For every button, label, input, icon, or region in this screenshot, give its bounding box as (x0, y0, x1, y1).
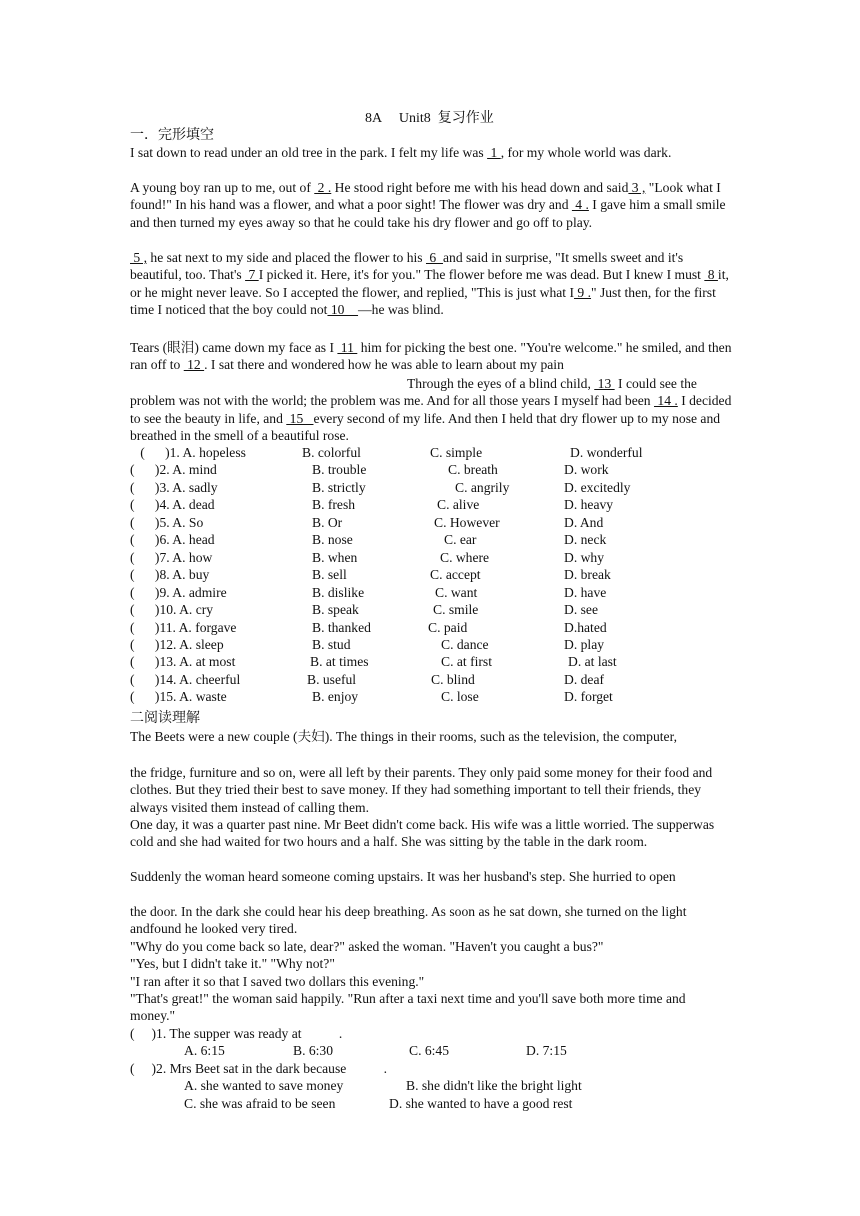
option-b: B. stud (312, 636, 351, 652)
option-b: B. fresh (312, 497, 356, 513)
question-answer: ( )6. A. head (130, 532, 215, 548)
option-c: C. ear (444, 532, 477, 548)
cloze-option-row (130, 672, 732, 689)
cloze-paragraph-4-cont (130, 375, 732, 445)
question-answer: ( )12. A. sleep (130, 636, 224, 652)
reading-question-1-options (130, 1043, 732, 1061)
text: I picked it. Here, it's for you." The flower before me was dead. But I knew I must (258, 267, 705, 283)
option-b: B. colorful (302, 445, 361, 460)
question-answer: ( )14. A. cheerful (130, 671, 241, 687)
cloze-option-row (130, 567, 732, 584)
option-c: C. alive (437, 497, 480, 513)
question-stem: ( )2. Mrs Beet sat in the dark because . (130, 1061, 388, 1076)
option-c: C. breath (448, 462, 498, 478)
reading-paragraph-7: "Yes, but I didn't take it." "Why not?" (130, 956, 335, 971)
blank-12: 12 (183, 357, 205, 373)
option-b: B. nose (312, 532, 353, 548)
option-b: B. Or (312, 514, 343, 530)
option-c: C. dance (441, 636, 489, 652)
cloze-option-row (130, 689, 732, 706)
question-answer: ( )9. A. admire (130, 584, 227, 600)
question-answer: ( )4. A. dead (130, 497, 215, 513)
reading-line-1: The Beets were a new couple (夫妇). The things in their rooms, such as the television, the computer, (130, 729, 677, 744)
option-d: D. And (564, 514, 604, 530)
question-answer: ( )3. A. sadly (130, 479, 218, 495)
blank-11: 11 (337, 340, 358, 355)
blank-3: 3 , (628, 180, 646, 195)
option-b: B. dislike (312, 584, 365, 600)
question-answer: ( )7. A. how (130, 549, 213, 565)
option-c: C. simple (430, 445, 483, 460)
cloze-paragraph-4 (130, 339, 732, 374)
reading-paragraph-5: the door. In the dark she could hear his deep breathing. As soon as he sat down, she turned on the light andfound he looked very tired. (130, 904, 687, 937)
option-b: B. sell (312, 567, 347, 583)
cloze-option-row (130, 462, 732, 479)
blank-4: 4 . (571, 197, 589, 213)
option-d: D. deaf (564, 671, 605, 687)
cloze-option-row (130, 515, 732, 532)
question-answer: ( )10. A. cry (130, 602, 214, 618)
option-b: B. strictly (312, 479, 366, 495)
text: —he was blind. (358, 302, 444, 318)
blank-7: 7 (245, 267, 259, 283)
reading-paragraph-9: "That's great!" the woman said happily. "Run after a taxi next time and you'll save both more time and money." (130, 991, 686, 1024)
option-b: B. thanked (312, 619, 371, 635)
text: he sat next to my side and placed the flower to his (147, 250, 426, 265)
text: He stood right before me with his head down and said (331, 180, 629, 195)
reading-question-2-options-cd (130, 1096, 732, 1114)
question-answer: ( )13. A. at most (130, 654, 236, 670)
cloze-option-row (130, 497, 732, 514)
option-b: B. at times (310, 654, 369, 670)
option-d: D. excitedly (564, 479, 631, 495)
text: it, or he might never leave. So I accepted the flower, and replied, "This is just what I (130, 267, 729, 300)
option-c: C. 6:45 (409, 1043, 450, 1058)
option-c: C. she was afraid to be seen (184, 1096, 336, 1111)
question-answer: ( )1. A. hopeless (130, 445, 246, 460)
option-c: C. paid (428, 619, 468, 635)
option-d: D. why (564, 549, 605, 565)
cloze-option-row (130, 585, 732, 602)
reading-paragraph-2: the fridge, furniture and so on, were all left by their parents. They only paid some money for their food and clothes. But they tried their best to save money. If they had something important to tell their friends, they always visited them instead of calling them. (130, 765, 713, 815)
option-c: C. angrily (455, 479, 510, 495)
option-a: A. 6:15 (184, 1043, 225, 1058)
option-c: C. want (435, 584, 478, 600)
option-d: D. neck (564, 532, 607, 548)
cloze-option-row (130, 532, 732, 549)
option-d: D. play (564, 636, 605, 652)
blank-13: 13 (594, 376, 615, 391)
text: Through the eyes of a blind child, (407, 376, 595, 391)
text: " Just then, for the first time I noticed that the boy could not (130, 284, 716, 318)
text: him for picking the best one. "You're welcome." he smiled, and then ran off to (130, 340, 732, 373)
option-c: C. However (434, 514, 500, 530)
question-answer: ( )5. A. So (130, 514, 204, 530)
cloze-paragraph-1 (130, 144, 732, 161)
blank-15: 15 (286, 410, 314, 426)
option-d: D. she wanted to have a good rest (389, 1096, 573, 1111)
blank-9: 9 . (574, 284, 592, 300)
question-answer: ( )2. A. mind (130, 462, 217, 478)
option-b: B. useful (307, 671, 357, 687)
blank-1: 1 (487, 145, 501, 160)
text: I decided to see the beauty in life, and (130, 393, 732, 426)
text: I gave him a small smile and then turned my eyes away so that he could take his dry flower and go off to play. (130, 197, 726, 230)
text: I could see the problem was not with the world; the problem was me. And for all those years I myself had been (130, 376, 697, 409)
reading-question-1 (130, 1026, 732, 1044)
reading-paragraph-8: "I ran after it so that I saved two dollars this evening." (130, 974, 425, 989)
text: A young boy ran up to me, out of (130, 180, 315, 195)
cloze-option-row (130, 480, 732, 497)
blank-5: 5 , (130, 250, 147, 265)
text: and said in surprise, "It smells sweet and it's beautiful, too. That's (130, 250, 684, 283)
text: I sat down to read under an old tree in the park. I felt my life was (130, 145, 488, 160)
text: . I sat there and wondered how he was able to learn about my pain (204, 357, 564, 373)
reading-question-2-options-ab (130, 1078, 732, 1096)
blank-2: 2 . (314, 180, 332, 195)
option-d: D. heavy (564, 497, 614, 513)
option-c: C. at first (441, 654, 492, 670)
text: Tears (眼泪) came down my face as I (130, 340, 338, 355)
option-b: B. 6:30 (293, 1043, 334, 1058)
blank-14: 14 . (654, 393, 678, 409)
section-heading-reading: 二阅读理解 (130, 711, 200, 726)
section-heading-cloze: 一．完形填空 (130, 128, 214, 143)
text: , for my whole world was dark. (500, 145, 672, 160)
option-d: D.hated (564, 619, 607, 635)
blank-10: 10 (327, 302, 359, 318)
option-c: C. where (440, 549, 490, 565)
option-d: D. at last (568, 654, 617, 670)
option-b: B. when (312, 549, 358, 565)
question-answer: ( )15. A. waste (130, 689, 227, 705)
option-a: A. she wanted to save money (184, 1078, 344, 1093)
page-title: 8A Unit8 复习作业 (365, 111, 494, 126)
cloze-option-row (130, 654, 732, 671)
option-c: C. accept (430, 567, 481, 583)
question-stem: ( )1. The supper was ready at . (130, 1026, 343, 1041)
cloze-option-row (130, 620, 732, 637)
cloze-option-row (130, 602, 732, 619)
cloze-option-row (130, 637, 732, 654)
option-d: D. break (564, 567, 611, 583)
reading-paragraph-3: One day, it was a quarter past nine. Mr Beet didn't come back. His wife was a little worried. The supperwas cold and she had waited for two hours and a half. She was sitting by the table in the dark room. (130, 817, 715, 850)
reading-paragraph-6: "Why do you come back so late, dear?" asked the woman. "Haven't you caught a bus?" (130, 939, 604, 954)
cloze-option-row (130, 445, 732, 462)
option-c: C. blind (431, 671, 475, 687)
option-b: B. she didn't like the bright light (406, 1078, 582, 1093)
option-c: C. lose (441, 689, 479, 705)
option-b: B. speak (312, 602, 359, 618)
option-d: D. work (564, 462, 609, 478)
question-answer: ( )8. A. buy (130, 567, 210, 583)
option-d: D. 7:15 (526, 1043, 567, 1058)
text: "Look what I found!" In his hand was a flower, and what a poor sight! The flower was dry and (130, 180, 721, 213)
text: every second of my life. And then I held that dry flower up to my nose and breathed in the smell of a beautiful rose. (130, 410, 721, 444)
option-d: D. see (564, 602, 598, 618)
question-answer: ( )11. A. forgave (130, 619, 237, 635)
option-b: B. trouble (312, 462, 367, 478)
option-c: C. smile (433, 602, 479, 618)
blank-6: 6 (425, 250, 443, 265)
cloze-paragraph-3 (130, 249, 732, 319)
option-d: D. forget (564, 689, 613, 705)
cloze-paragraph-2 (130, 179, 732, 231)
cloze-option-row (130, 550, 732, 567)
blank-8: 8 (704, 267, 718, 283)
reading-question-2 (130, 1061, 732, 1079)
option-b: B. enjoy (312, 689, 359, 705)
reading-paragraph-4: Suddenly the woman heard someone coming upstairs. It was her husband's step. She hurried to open (130, 869, 676, 884)
option-d: D. have (564, 584, 607, 600)
option-d: D. wonderful (570, 445, 643, 460)
